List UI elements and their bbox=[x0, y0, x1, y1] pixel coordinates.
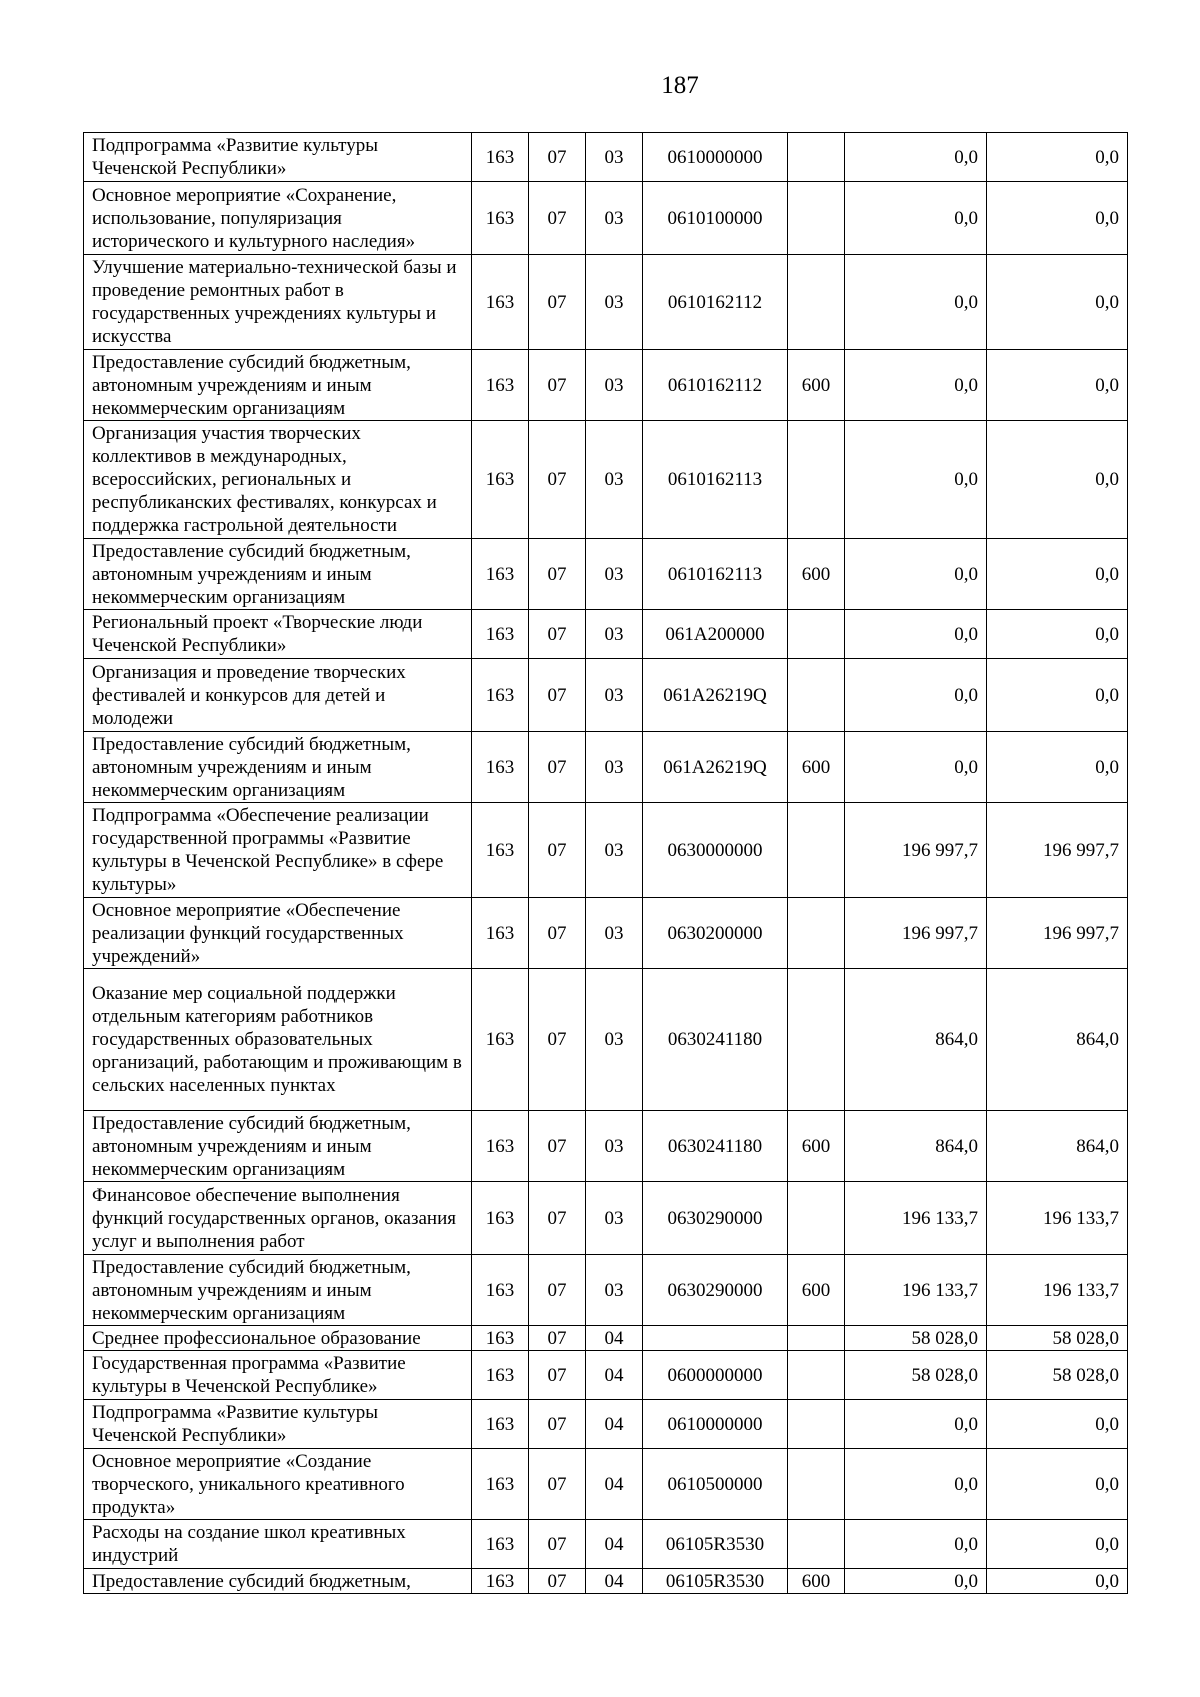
table-row bbox=[84, 421, 1128, 539]
row-pr: 04 bbox=[586, 1400, 643, 1449]
row-ved: 163 bbox=[472, 803, 529, 898]
table-row bbox=[84, 1520, 1128, 1569]
row-ved: 163 bbox=[472, 1569, 529, 1594]
row-name: Подпрограмма «Обеспечение реализации государственной программы «Развитие культуры в Чеченской Республике» в сфере культуры» bbox=[84, 803, 472, 898]
row-sum-2: 0,0 bbox=[987, 539, 1128, 610]
row-pr: 03 bbox=[586, 969, 643, 1111]
row-csr: 0610100000 bbox=[643, 182, 788, 255]
row-rz: 07 bbox=[529, 1182, 586, 1255]
row-pr: 03 bbox=[586, 255, 643, 350]
row-ved: 163 bbox=[472, 1400, 529, 1449]
row-ved: 163 bbox=[472, 182, 529, 255]
row-csr: 0610162113 bbox=[643, 539, 788, 610]
row-csr: 061A200000 bbox=[643, 610, 788, 659]
row-csr: 0630241180 bbox=[643, 1111, 788, 1182]
row-vr bbox=[788, 1520, 845, 1569]
row-csr: 061A26219Q bbox=[643, 659, 788, 732]
row-vr bbox=[788, 1449, 845, 1520]
row-rz: 07 bbox=[529, 255, 586, 350]
row-pr: 04 bbox=[586, 1520, 643, 1569]
row-sum-1: 0,0 bbox=[845, 255, 987, 350]
row-sum-1: 0,0 bbox=[845, 732, 987, 803]
row-name: Расходы на создание школ креативных индустрий bbox=[84, 1520, 472, 1569]
row-sum-1: 196 133,7 bbox=[845, 1182, 987, 1255]
table-row bbox=[84, 1449, 1128, 1520]
row-sum-1: 0,0 bbox=[845, 350, 987, 421]
row-vr bbox=[788, 421, 845, 539]
row-pr: 03 bbox=[586, 803, 643, 898]
row-name: Предоставление субсидий бюджетным, автономным учреждениям и иным некоммерческим организациям bbox=[84, 1255, 472, 1326]
table-row bbox=[84, 610, 1128, 659]
row-pr: 03 bbox=[586, 1182, 643, 1255]
row-sum-2: 196 997,7 bbox=[987, 803, 1128, 898]
row-csr: 0600000000 bbox=[643, 1351, 788, 1400]
row-name: Основное мероприятие «Сохранение, использование, популяризация исторического и культурного наследия» bbox=[84, 182, 472, 255]
row-csr: 06105R3530 bbox=[643, 1569, 788, 1594]
row-sum-2: 0,0 bbox=[987, 133, 1128, 182]
row-sum-1: 0,0 bbox=[845, 539, 987, 610]
row-name: Подпрограмма «Развитие культуры Чеченской Республики» bbox=[84, 133, 472, 182]
row-vr: 600 bbox=[788, 1111, 845, 1182]
table-row bbox=[84, 1351, 1128, 1400]
row-name: Государственная программа «Развитие культуры в Чеченской Республике» bbox=[84, 1351, 472, 1400]
row-sum-2: 0,0 bbox=[987, 182, 1128, 255]
row-rz: 07 bbox=[529, 1351, 586, 1400]
table-row bbox=[84, 133, 1128, 182]
row-vr bbox=[788, 610, 845, 659]
row-pr: 03 bbox=[586, 898, 643, 969]
row-pr: 03 bbox=[586, 659, 643, 732]
row-vr: 600 bbox=[788, 1255, 845, 1326]
row-ved: 163 bbox=[472, 610, 529, 659]
row-sum-2: 58 028,0 bbox=[987, 1351, 1128, 1400]
table-row bbox=[84, 659, 1128, 732]
row-name: Предоставление субсидий бюджетным, автономным учреждениям и иным некоммерческим организациям bbox=[84, 1111, 472, 1182]
row-pr: 03 bbox=[586, 1255, 643, 1326]
row-pr: 04 bbox=[586, 1351, 643, 1400]
row-name: Предоставление субсидий бюджетным, автономным учреждениям и иным некоммерческим организациям bbox=[84, 539, 472, 610]
row-rz: 07 bbox=[529, 659, 586, 732]
table-row bbox=[84, 350, 1128, 421]
row-sum-1: 0,0 bbox=[845, 1400, 987, 1449]
row-ved: 163 bbox=[472, 732, 529, 803]
row-sum-2: 0,0 bbox=[987, 1400, 1128, 1449]
row-ved: 163 bbox=[472, 1182, 529, 1255]
row-vr: 600 bbox=[788, 1569, 845, 1594]
row-vr: 600 bbox=[788, 539, 845, 610]
row-sum-2: 0,0 bbox=[987, 421, 1128, 539]
row-ved: 163 bbox=[472, 969, 529, 1111]
row-pr: 04 bbox=[586, 1449, 643, 1520]
table-row bbox=[84, 1326, 1128, 1351]
row-pr: 04 bbox=[586, 1326, 643, 1351]
row-pr: 03 bbox=[586, 610, 643, 659]
row-sum-2: 196 133,7 bbox=[987, 1182, 1128, 1255]
row-name: Финансовое обеспечение выполнения функций государственных органов, оказания услуг и выполнения работ bbox=[84, 1182, 472, 1255]
row-csr: 0610500000 bbox=[643, 1449, 788, 1520]
row-pr: 03 bbox=[586, 539, 643, 610]
row-name: Региональный проект «Творческие люди Чеченской Республики» bbox=[84, 610, 472, 659]
table-row bbox=[84, 1182, 1128, 1255]
row-name: Предоставление субсидий бюджетным, автономным учреждениям и иным некоммерческим организациям bbox=[84, 732, 472, 803]
table-body bbox=[84, 133, 1128, 1594]
table-row bbox=[84, 182, 1128, 255]
table-row bbox=[84, 969, 1128, 1111]
row-ved: 163 bbox=[472, 1326, 529, 1351]
row-name: Предоставление субсидий бюджетным, bbox=[84, 1569, 472, 1594]
row-vr bbox=[788, 898, 845, 969]
row-csr: 0630241180 bbox=[643, 969, 788, 1111]
row-rz: 07 bbox=[529, 421, 586, 539]
row-sum-1: 0,0 bbox=[845, 133, 987, 182]
row-vr: 600 bbox=[788, 732, 845, 803]
table-row bbox=[84, 539, 1128, 610]
row-csr: 0630290000 bbox=[643, 1182, 788, 1255]
row-ved: 163 bbox=[472, 133, 529, 182]
row-rz: 07 bbox=[529, 133, 586, 182]
row-name: Предоставление субсидий бюджетным, автономным учреждениям и иным некоммерческим организациям bbox=[84, 350, 472, 421]
table-row bbox=[84, 1569, 1128, 1594]
row-csr: 0610162112 bbox=[643, 255, 788, 350]
table-row bbox=[84, 732, 1128, 803]
row-sum-1: 58 028,0 bbox=[845, 1326, 987, 1351]
row-ved: 163 bbox=[472, 255, 529, 350]
row-rz: 07 bbox=[529, 610, 586, 659]
row-sum-2: 196 997,7 bbox=[987, 898, 1128, 969]
row-pr: 03 bbox=[586, 350, 643, 421]
row-vr: 600 bbox=[788, 350, 845, 421]
row-csr: 0610162112 bbox=[643, 350, 788, 421]
row-vr bbox=[788, 1182, 845, 1255]
row-sum-2: 0,0 bbox=[987, 610, 1128, 659]
row-vr bbox=[788, 969, 845, 1111]
table-row bbox=[84, 1111, 1128, 1182]
row-csr bbox=[643, 1326, 788, 1351]
row-rz: 07 bbox=[529, 1111, 586, 1182]
row-name: Основное мероприятие «Обеспечение реализации функций государственных учреждений» bbox=[84, 898, 472, 969]
row-sum-1: 0,0 bbox=[845, 421, 987, 539]
row-rz: 07 bbox=[529, 803, 586, 898]
row-vr bbox=[788, 1400, 845, 1449]
row-sum-2: 0,0 bbox=[987, 1449, 1128, 1520]
row-vr bbox=[788, 182, 845, 255]
row-sum-1: 0,0 bbox=[845, 1520, 987, 1569]
row-sum-1: 0,0 bbox=[845, 1569, 987, 1594]
row-sum-2: 864,0 bbox=[987, 1111, 1128, 1182]
row-rz: 07 bbox=[529, 350, 586, 421]
row-rz: 07 bbox=[529, 182, 586, 255]
row-sum-2: 864,0 bbox=[987, 969, 1128, 1111]
row-pr: 04 bbox=[586, 1569, 643, 1594]
row-name: Основное мероприятие «Создание творческого, уникального креативного продукта» bbox=[84, 1449, 472, 1520]
row-pr: 03 bbox=[586, 421, 643, 539]
row-csr: 0610000000 bbox=[643, 133, 788, 182]
row-vr bbox=[788, 659, 845, 732]
row-sum-1: 864,0 bbox=[845, 969, 987, 1111]
row-rz: 07 bbox=[529, 898, 586, 969]
row-sum-2: 0,0 bbox=[987, 255, 1128, 350]
row-ved: 163 bbox=[472, 1520, 529, 1569]
row-ved: 163 bbox=[472, 421, 529, 539]
row-ved: 163 bbox=[472, 1449, 529, 1520]
row-rz: 07 bbox=[529, 539, 586, 610]
row-sum-2: 0,0 bbox=[987, 1520, 1128, 1569]
row-pr: 03 bbox=[586, 732, 643, 803]
row-csr: 0630290000 bbox=[643, 1255, 788, 1326]
row-ved: 163 bbox=[472, 659, 529, 732]
row-csr: 06105R3530 bbox=[643, 1520, 788, 1569]
row-rz: 07 bbox=[529, 732, 586, 803]
row-pr: 03 bbox=[586, 1111, 643, 1182]
row-ved: 163 bbox=[472, 1351, 529, 1400]
row-sum-2: 0,0 bbox=[987, 659, 1128, 732]
budget-table bbox=[83, 132, 1128, 1594]
row-sum-2: 0,0 bbox=[987, 1569, 1128, 1594]
table-row bbox=[84, 803, 1128, 898]
row-csr: 0610000000 bbox=[643, 1400, 788, 1449]
row-sum-1: 0,0 bbox=[845, 1449, 987, 1520]
row-sum-2: 0,0 bbox=[987, 350, 1128, 421]
row-pr: 03 bbox=[586, 182, 643, 255]
row-sum-1: 58 028,0 bbox=[845, 1351, 987, 1400]
row-ved: 163 bbox=[472, 898, 529, 969]
table-row bbox=[84, 898, 1128, 969]
table-row bbox=[84, 1400, 1128, 1449]
row-rz: 07 bbox=[529, 969, 586, 1111]
row-csr: 0630200000 bbox=[643, 898, 788, 969]
row-sum-2: 196 133,7 bbox=[987, 1255, 1128, 1326]
row-vr bbox=[788, 133, 845, 182]
row-sum-1: 196 997,7 bbox=[845, 898, 987, 969]
row-name: Улучшение материально-технической базы и проведение ремонтных работ в государственных учреждениях культуры и искусства bbox=[84, 255, 472, 350]
row-rz: 07 bbox=[529, 1400, 586, 1449]
row-vr bbox=[788, 1351, 845, 1400]
row-vr bbox=[788, 255, 845, 350]
row-csr: 0610162113 bbox=[643, 421, 788, 539]
row-rz: 07 bbox=[529, 1326, 586, 1351]
row-name: Подпрограмма «Развитие культуры Чеченской Республики» bbox=[84, 1400, 472, 1449]
row-ved: 163 bbox=[472, 1255, 529, 1326]
row-sum-1: 0,0 bbox=[845, 659, 987, 732]
table-row bbox=[84, 255, 1128, 350]
row-rz: 07 bbox=[529, 1449, 586, 1520]
row-ved: 163 bbox=[472, 350, 529, 421]
row-sum-2: 0,0 bbox=[987, 732, 1128, 803]
row-sum-2: 58 028,0 bbox=[987, 1326, 1128, 1351]
row-vr bbox=[788, 1326, 845, 1351]
row-rz: 07 bbox=[529, 1520, 586, 1569]
row-rz: 07 bbox=[529, 1569, 586, 1594]
row-name: Организация и проведение творческих фестивалей и конкурсов для детей и молодежи bbox=[84, 659, 472, 732]
row-vr bbox=[788, 803, 845, 898]
row-pr: 03 bbox=[586, 133, 643, 182]
row-csr: 061A26219Q bbox=[643, 732, 788, 803]
row-sum-1: 864,0 bbox=[845, 1111, 987, 1182]
row-ved: 163 bbox=[472, 1111, 529, 1182]
table-row bbox=[84, 1255, 1128, 1326]
row-csr: 0630000000 bbox=[643, 803, 788, 898]
row-sum-1: 0,0 bbox=[845, 610, 987, 659]
row-rz: 07 bbox=[529, 1255, 586, 1326]
row-sum-1: 196 133,7 bbox=[845, 1255, 987, 1326]
row-ved: 163 bbox=[472, 539, 529, 610]
row-name: Оказание мер социальной поддержки отдельным категориям работников государственных образовательных организаций, работающим и проживающим в сельских населенных пунктах bbox=[84, 969, 472, 1111]
row-name: Организация участия творческих коллективов в международных, всероссийских, региональных и республиканских фестивалях, конкурсах и поддержка гастрольной деятельности bbox=[84, 421, 472, 539]
row-sum-1: 0,0 bbox=[845, 182, 987, 255]
row-name: Среднее профессиональное образование bbox=[84, 1326, 472, 1351]
page-number: 187 bbox=[661, 72, 699, 99]
row-sum-1: 196 997,7 bbox=[845, 803, 987, 898]
